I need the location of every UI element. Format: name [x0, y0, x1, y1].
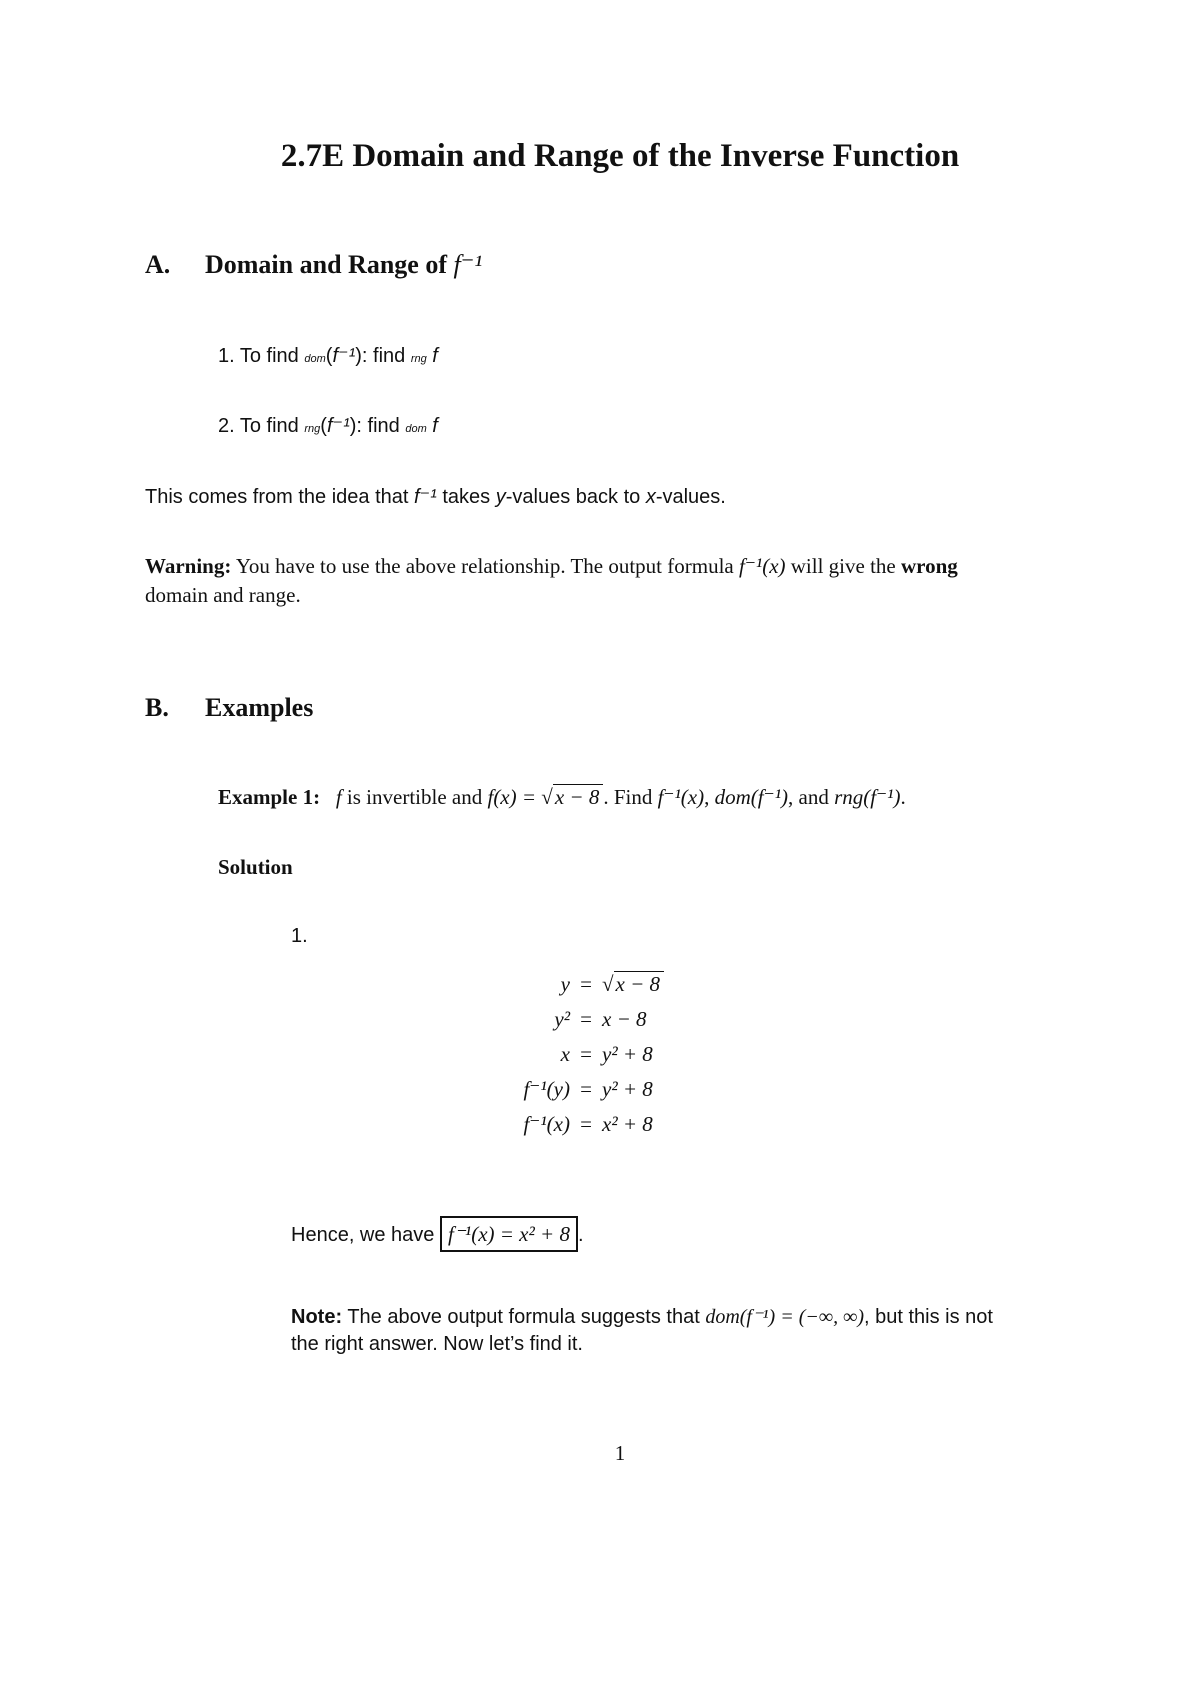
page-title: 2.7E Domain and Range of the Inverse Function	[280, 138, 960, 174]
equation-lhs: f⁻¹(y)	[523, 1077, 570, 1101]
equation-lhs: y²	[554, 1007, 570, 1031]
equals-sign: =	[580, 1007, 592, 1031]
equals-sign: =	[580, 972, 592, 996]
example-1-text-2: . Find	[603, 785, 653, 809]
equals-sign: =	[580, 1077, 592, 1101]
warning-wrong: wrong	[901, 554, 958, 578]
note-text-1: The above output formula suggests that	[347, 1306, 700, 1328]
section-b-heading	[145, 693, 313, 723]
step-1-rng: rng	[410, 353, 427, 365]
step-1-mid: ): find	[355, 345, 406, 367]
step-2-dom: dom	[405, 423, 427, 435]
equation-rhs: y² + 8	[602, 1077, 653, 1101]
equation-row	[450, 972, 664, 1007]
equation-row	[450, 1077, 664, 1112]
equals-sign: =	[580, 1112, 592, 1136]
idea-f-inverse: f⁻¹	[414, 486, 437, 508]
equation-row	[450, 1112, 664, 1147]
equation-rhs: x² + 8	[602, 1112, 653, 1136]
equals-sign: =	[580, 1042, 592, 1066]
example-1-find-domain: dom(f⁻¹)	[714, 785, 788, 809]
step-1-dom: dom	[304, 353, 326, 365]
step-2-mid: ): find	[349, 415, 400, 437]
step-2-prefix: 2. To find	[218, 415, 299, 437]
step-1-line: 1. To find dom(f⁻¹): find rng f	[218, 345, 438, 367]
idea-text-1: This comes from the idea that	[145, 486, 409, 508]
idea-y: y	[495, 486, 506, 508]
example-1-find-range: rng(f⁻¹)	[834, 785, 901, 809]
boxed-answer: f⁻¹(x) = x² + 8	[440, 1216, 578, 1252]
warning-paragraph	[145, 554, 958, 579]
warning-label: Warning:	[145, 554, 232, 578]
equation-lhs: x	[560, 1042, 570, 1066]
example-1-comma: ,	[704, 785, 710, 809]
note-paragraph	[291, 1304, 993, 1329]
step-1-f-inverse: f⁻¹	[332, 345, 356, 367]
warning-formula: f⁻¹(x)	[738, 554, 786, 578]
equation-row	[450, 1007, 664, 1042]
step-2-line: 2. To find rng(f⁻¹): find dom f	[218, 415, 438, 437]
equation-rhs: y² + 8	[602, 1042, 653, 1066]
example-1-end: .	[900, 785, 906, 809]
equation-rhs: x − 8	[602, 1007, 647, 1031]
idea-text-4: -values.	[655, 486, 726, 508]
section-b-title: Examples	[205, 693, 314, 722]
step-number: 1.	[291, 925, 308, 947]
step-2-f: f	[432, 415, 438, 437]
example-1-f: f	[335, 785, 342, 809]
example-1-label: Example 1:	[218, 785, 321, 809]
note-formula: dom(f⁻¹) = (−∞, ∞)	[705, 1306, 865, 1328]
section-a-label: A.	[145, 250, 171, 279]
section-a-math: f⁻¹	[453, 250, 483, 279]
equation-radicand: x − 8	[614, 971, 665, 996]
solution-label	[218, 855, 293, 880]
example-1-radicand: x − 8	[553, 784, 604, 809]
step-2-f-inverse: f⁻¹	[326, 415, 350, 437]
idea-text-2: takes	[442, 486, 491, 508]
example-1: Example 1: f is invertible and f(x) = √x − 8 . Find f⁻¹(x), dom(f⁻¹), and rng(f⁻¹).	[218, 785, 906, 809]
hence-line	[291, 1222, 584, 1247]
page-number: 1	[614, 1441, 626, 1465]
example-1-and: , and	[788, 785, 829, 809]
step-1-prefix: 1. To find	[218, 345, 299, 367]
section-a-heading	[145, 250, 482, 280]
warning-text-1: You have to use the above relationship. The output formula	[235, 554, 734, 578]
hence-text: Hence, we have	[291, 1224, 435, 1246]
example-1-fx: f(x) =	[487, 785, 537, 809]
section-a-title: Domain and Range of	[205, 250, 447, 279]
note-text-2: , but this is not	[864, 1306, 993, 1328]
equation-block	[450, 972, 664, 1147]
idea-paragraph	[145, 484, 726, 509]
section-b-label: B.	[145, 693, 169, 722]
equation-lhs: y	[560, 972, 570, 996]
idea-x: x	[645, 486, 656, 508]
idea-text-3: -values back to	[505, 486, 641, 508]
solution-label-text: Solution	[218, 855, 293, 879]
hence-end: .	[577, 1224, 584, 1246]
equation-rhs: √x − 8	[602, 972, 664, 1007]
note-label: Note:	[291, 1306, 343, 1328]
step-1-f: f	[432, 345, 438, 367]
note-paragraph-line-2: the right answer. Now let’s find it.	[291, 1333, 583, 1355]
equation-lhs: f⁻¹(x)	[523, 1112, 570, 1136]
warning-text-2: will give the	[790, 554, 896, 578]
equation-row	[450, 1042, 664, 1077]
example-1-text-1: is invertible and	[346, 785, 483, 809]
step-2-rng: rng	[304, 423, 321, 435]
warning-paragraph-line-2: domain and range.	[145, 583, 301, 607]
example-1-find-inverse: f⁻¹(x)	[657, 785, 705, 809]
